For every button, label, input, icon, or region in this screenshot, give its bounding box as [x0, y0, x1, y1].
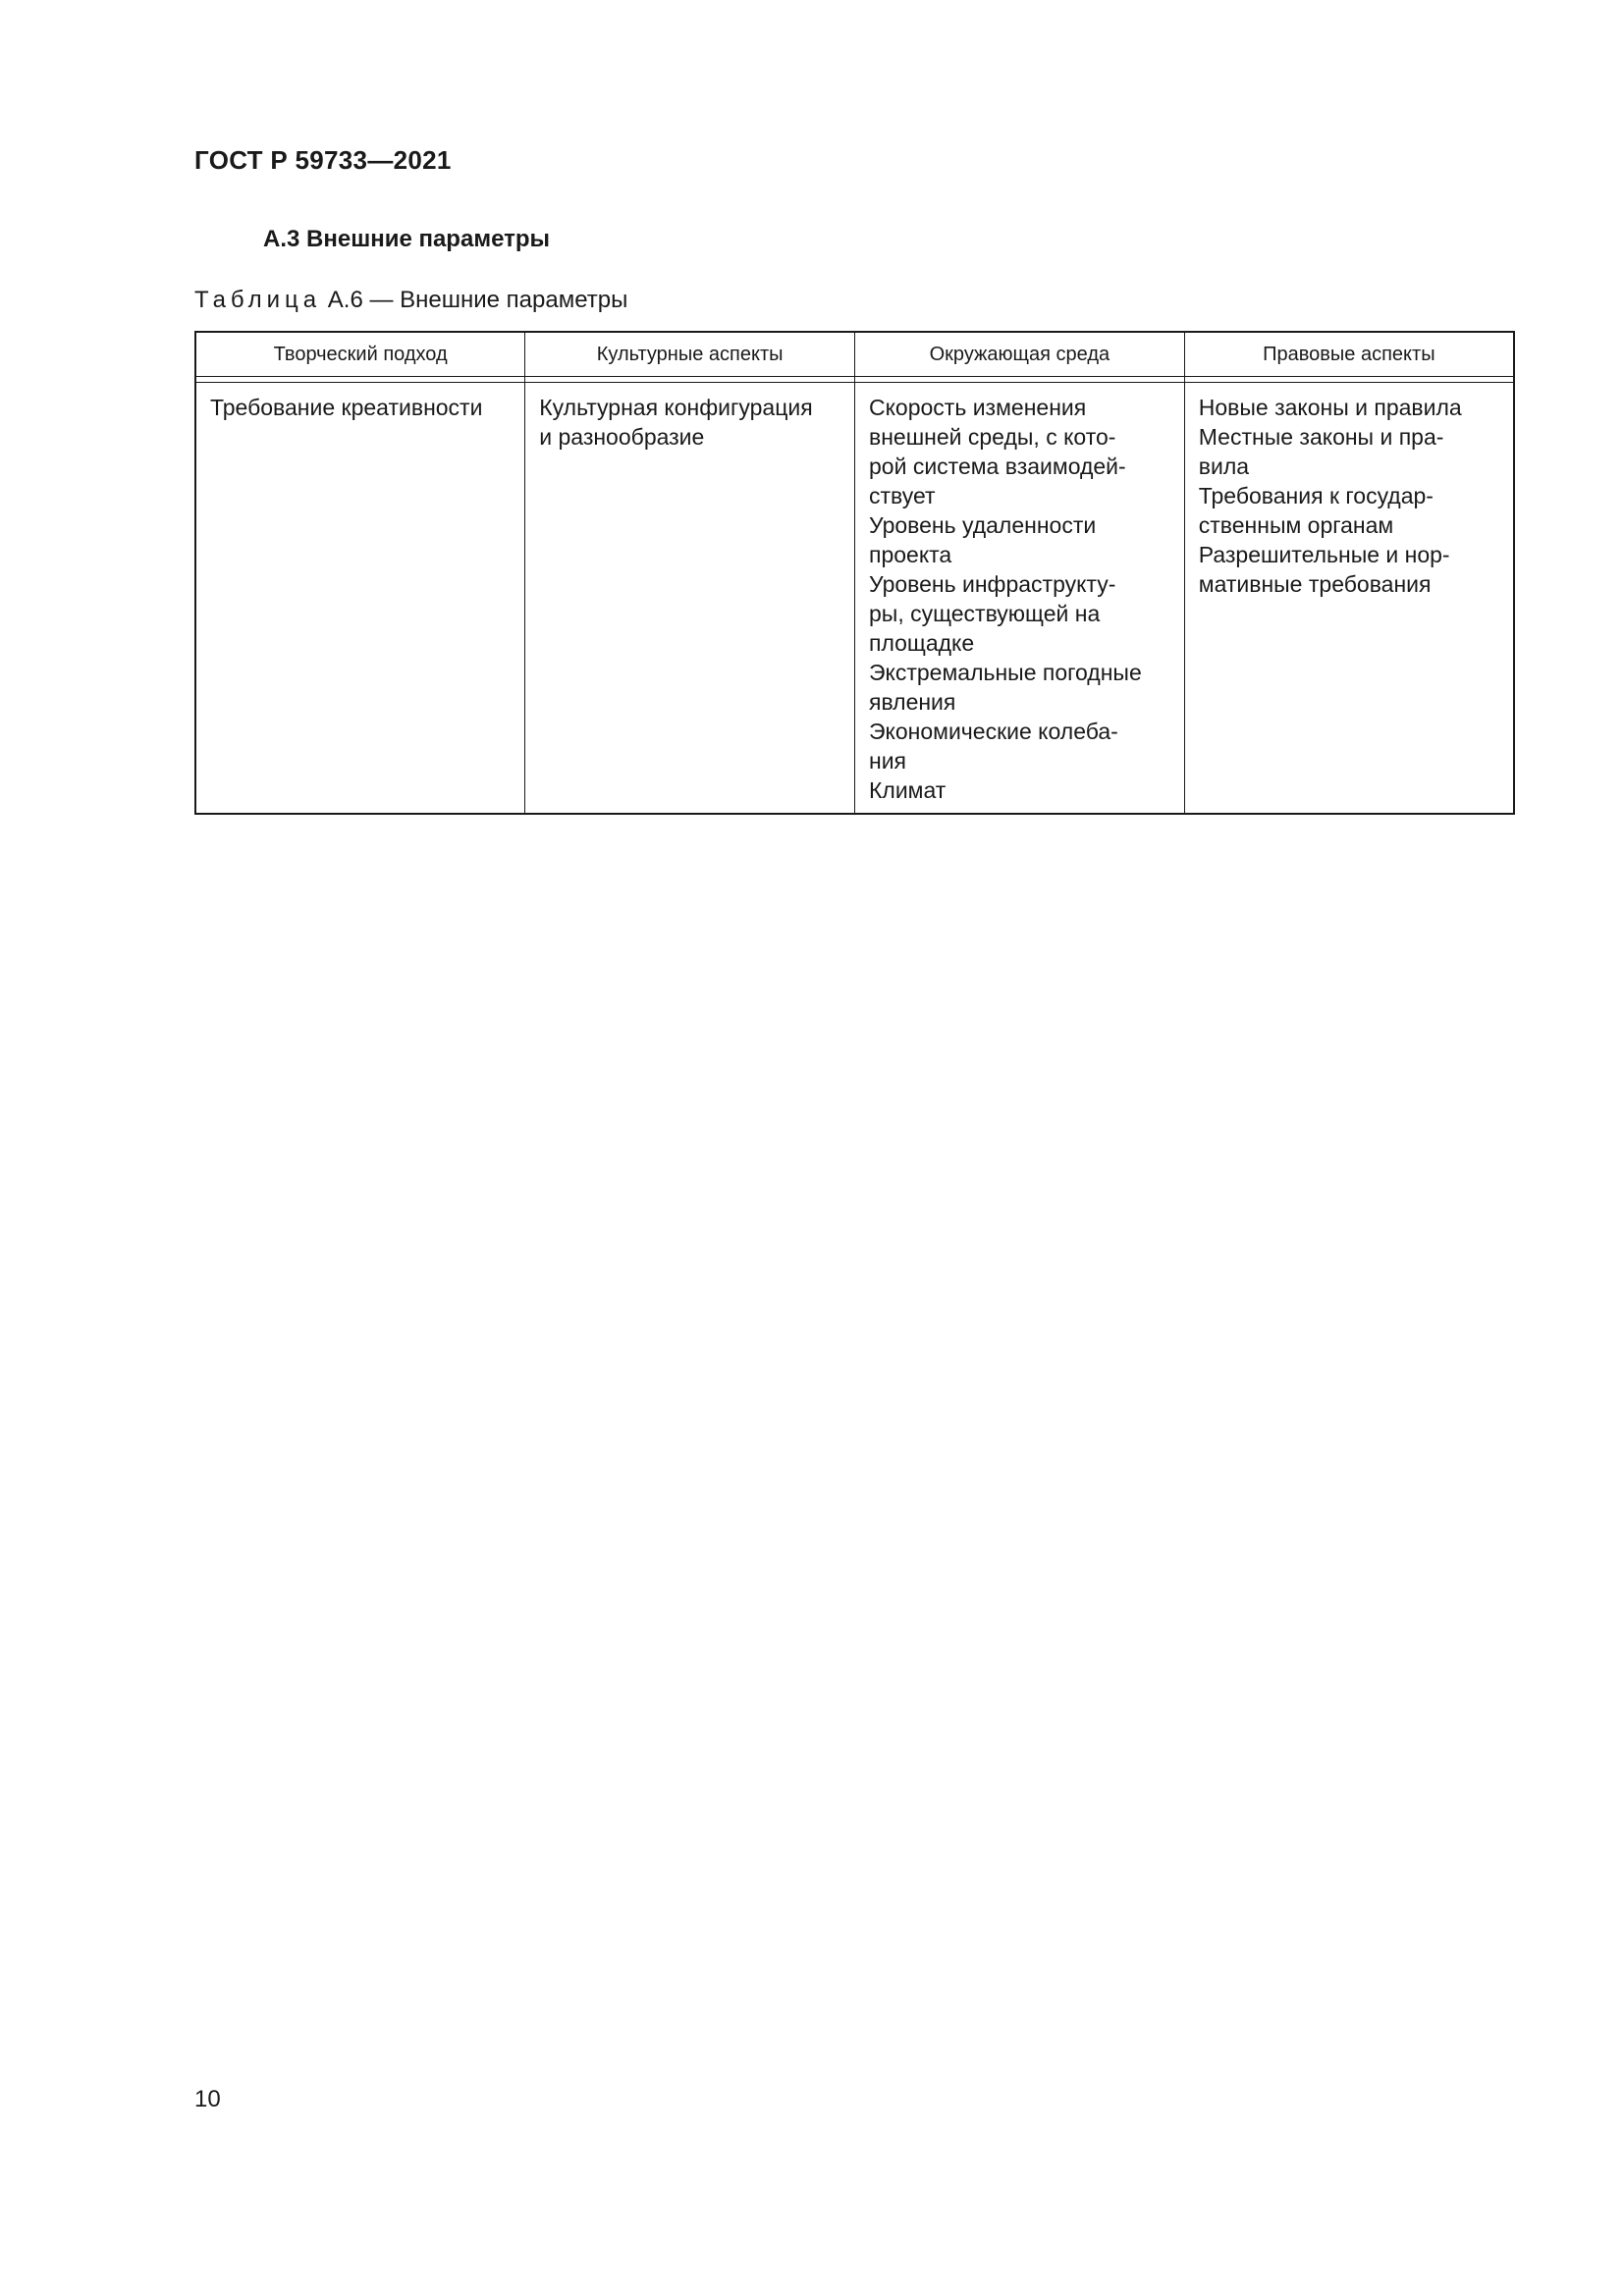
cell-line: и разнообразие	[539, 424, 705, 450]
table-cell-environment	[855, 383, 1185, 815]
cell-line: ствует	[869, 483, 936, 508]
cell-line: Уровень удаленности	[869, 512, 1097, 538]
table-header-row	[195, 332, 1514, 377]
cell-line: ственным органам	[1198, 512, 1394, 538]
cell-line: Скорость изменения	[869, 395, 1087, 420]
column-header: Окружающая среда	[855, 332, 1185, 377]
table-cell-cultural-aspects	[525, 383, 855, 815]
table-caption-label: Таблица	[194, 287, 322, 313]
cell-line: ния	[869, 748, 907, 774]
cell-line: Экономические колеба-	[869, 719, 1118, 744]
section-title: А.3 Внешние параметры	[263, 226, 551, 252]
cell-line: рой система взаимодей-	[869, 454, 1126, 479]
cell-line: площадке	[869, 630, 975, 656]
cell-line: Климат	[869, 777, 947, 803]
table-caption	[194, 287, 627, 314]
cell-line: явления	[869, 689, 956, 715]
table-cell-legal-aspects	[1184, 383, 1514, 815]
cell-line: Разрешительные и нор-	[1198, 542, 1450, 567]
table-caption-text: А.6 — Внешние параметры	[327, 287, 628, 313]
cell-line: внешней среды, с кото-	[869, 424, 1116, 450]
cell-line: Уровень инфраструкту-	[869, 571, 1116, 597]
cell-line: Экстремальные погодные	[869, 660, 1142, 685]
cell-line: Требования к государ-	[1198, 483, 1434, 508]
cell-line: Новые законы и правила	[1198, 395, 1462, 420]
table-row	[195, 383, 1514, 815]
cell-line: ры, существующей на	[869, 601, 1101, 626]
document-header: ГОСТ Р 59733—2021	[194, 145, 452, 175]
cell-line: Культурная конфигурация	[539, 395, 813, 420]
cell-line: вила	[1198, 454, 1250, 479]
cell-line: Требование креативности	[210, 395, 483, 420]
column-header: Творческий подход	[195, 332, 525, 377]
external-parameters-table	[194, 331, 1515, 815]
cell-line: мативные требования	[1198, 571, 1432, 597]
column-header: Культурные аспекты	[525, 332, 855, 377]
column-header: Правовые аспекты	[1184, 332, 1514, 377]
cell-line: Местные законы и пра-	[1198, 424, 1444, 450]
cell-line: проекта	[869, 542, 952, 567]
table-cell-creative-approach	[195, 383, 525, 815]
page-number: 10	[194, 2086, 221, 2112]
